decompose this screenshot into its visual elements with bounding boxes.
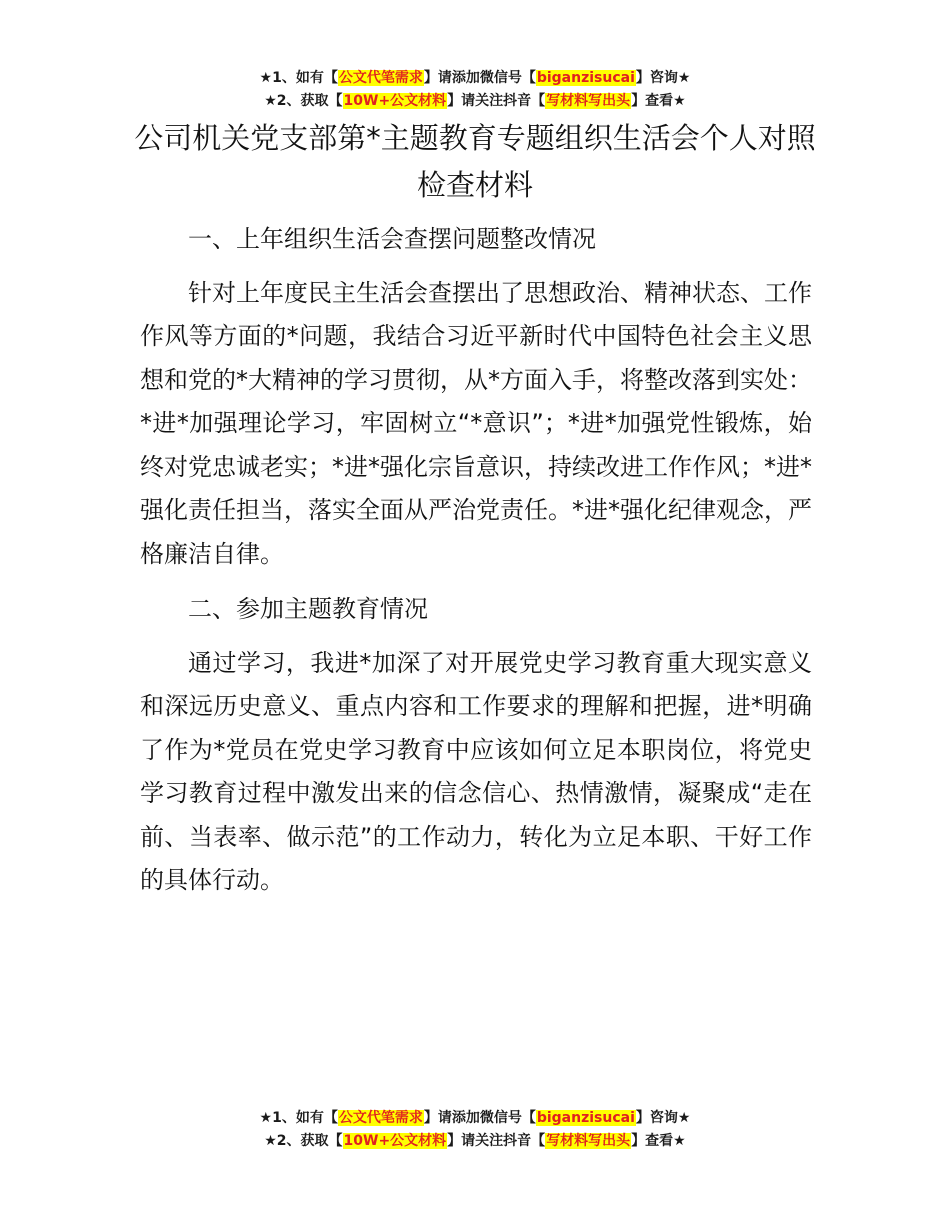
banner-text: 】查看★	[631, 93, 686, 109]
banner-line-2	[0, 90, 950, 113]
banner-line-1	[0, 1107, 950, 1130]
section-paragraph: 通过学习，我进*加深了对开展党史学习教育重大现实意义和深远历史意义、重点内容和工作要求的理解和把握，进*明确了作为*党员在党史学习教育中应该如何立足本职岗位，将党史学习教育过程中激发出来的信念信心、热情激情，凝聚成“走在前、当表率、做示范”的工作动力，转化为立足本职、干好工作的具体行动。	[140, 648, 812, 894]
highlight-service: 公文代笔需求	[338, 1110, 423, 1126]
document-title: 公司机关党支部第*主题教育专题组织生活会个人对照检查材料	[134, 121, 816, 202]
banner-text: ★2、获取【	[264, 1133, 343, 1149]
banner-text: 】咨询★	[635, 70, 691, 86]
banner-text: 】请添加微信号【	[423, 70, 536, 86]
section-heading: 一、上年组织生活会查摆问题整改情况	[188, 225, 596, 253]
banner-text: 】请添加微信号【	[423, 1110, 536, 1126]
banner-line-2	[0, 1130, 950, 1153]
section-heading: 二、参加主题教育情况	[188, 595, 428, 623]
highlight-wechat-id: biganzisucai	[536, 70, 635, 86]
banner-text: 】查看★	[631, 1133, 686, 1149]
highlight-materials: 10W+公文材料	[343, 93, 447, 109]
highlight-douyin: 写材料写出头	[546, 93, 631, 109]
document-body	[140, 218, 812, 915]
banner-text: ★1、如有【	[259, 70, 338, 86]
banner-text: 】请关注抖音【	[447, 93, 546, 109]
banner-text: ★2、获取【	[264, 93, 343, 109]
highlight-douyin: 写材料写出头	[546, 1133, 631, 1149]
banner-text: 】咨询★	[635, 1110, 691, 1126]
footer-banner	[0, 1107, 950, 1153]
highlight-service: 公文代笔需求	[338, 70, 423, 86]
highlight-wechat-id: biganzisucai	[536, 1110, 635, 1126]
header-banner	[0, 67, 950, 113]
banner-line-1	[0, 67, 950, 90]
highlight-materials: 10W+公文材料	[343, 1133, 447, 1149]
banner-text: ★1、如有【	[259, 1110, 338, 1126]
banner-text: 】请关注抖音【	[447, 1133, 546, 1149]
section-paragraph: 针对上年度民主生活会查摆出了思想政治、精神状态、工作作风等方面的*问题，我结合习近平新时代中国特色社会主义思想和党的*大精神的学习贯彻，从*方面入手，将整改落到实处：*进*加强理论学习，牢固树立“*意识”；*进*加强党性锻炼，始终对党忠诚老实；*进*强化宗旨意识，持续改进工作作风；*进*强化责任担当，落实全面从严治党责任。*进*强化纪律观念，严格廉洁自律。	[140, 278, 812, 568]
